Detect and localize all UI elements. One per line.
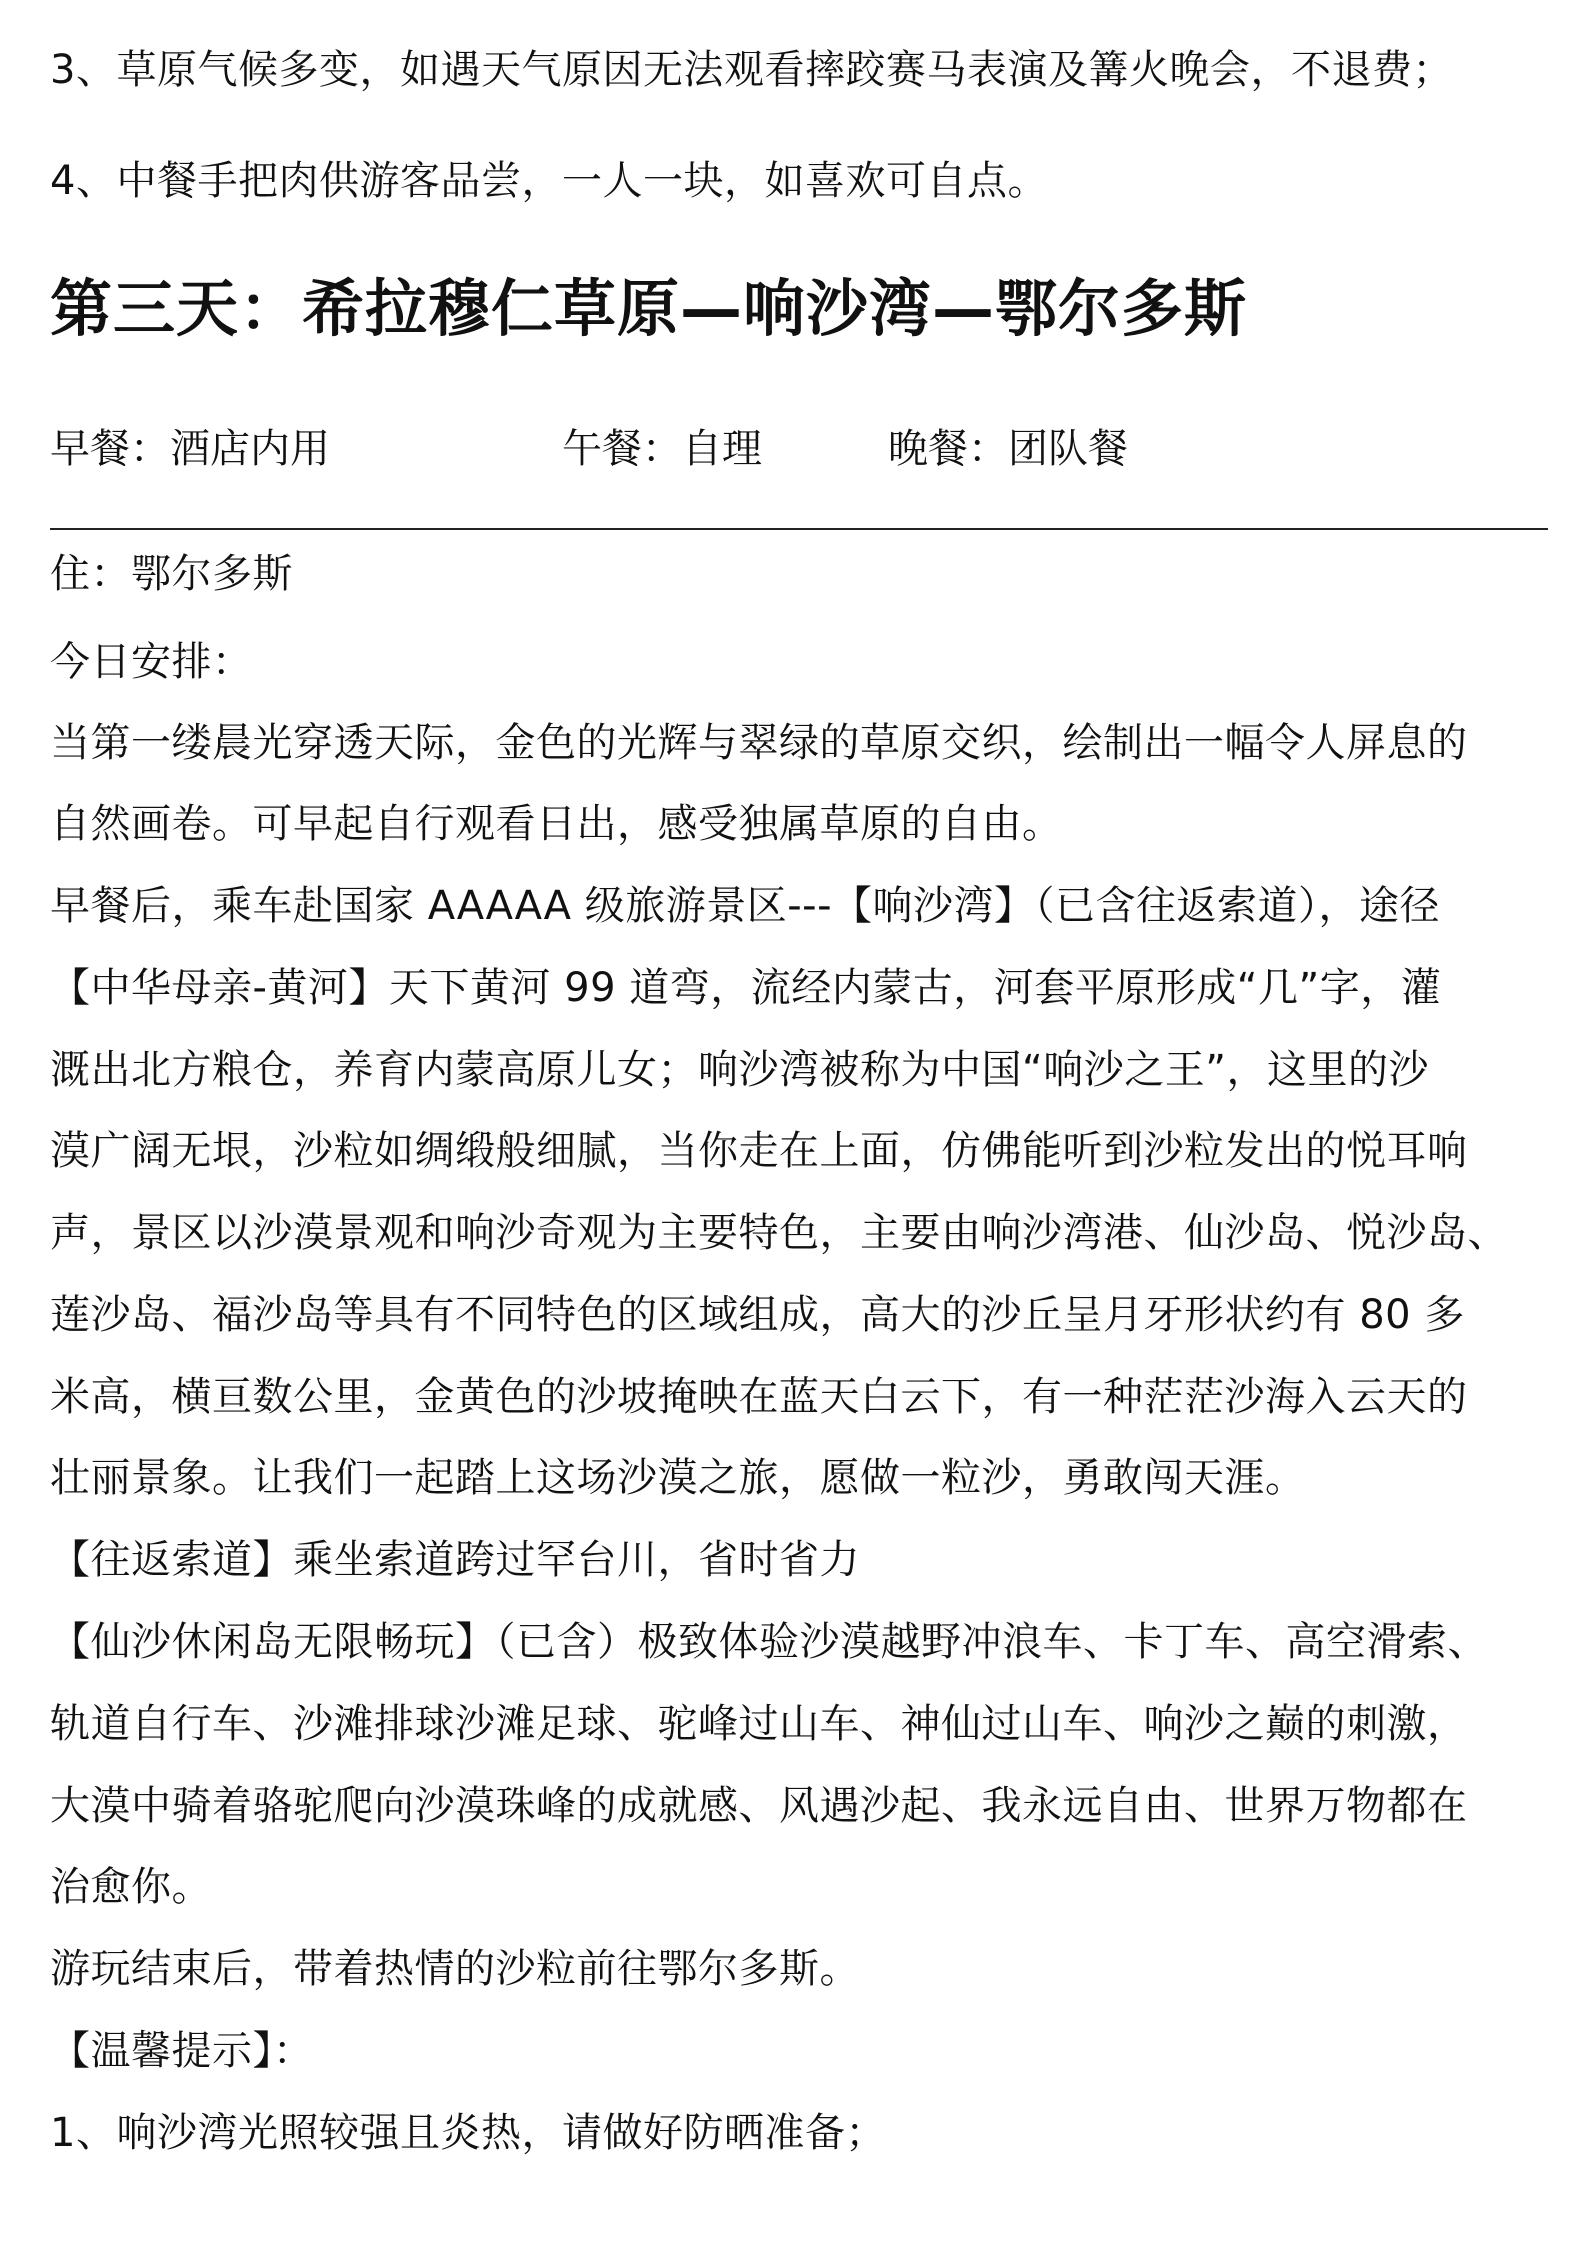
paragraph-xiangshawan-line: 声，景区以沙漠景观和响沙奇观为主要特色，主要由响沙湾港、仙沙岛、悦沙岛、	[50, 1210, 1508, 1256]
paragraph-xiangshawan-line: 米高，横亘数公里，金黄色的沙坡掩映在蓝天白云下，有一种茫茫沙海入云天的	[50, 1374, 1468, 1420]
paragraph-xiangshawan-line: 【中华母亲-黄河】天下黄河 99 道弯，流经内蒙古，河套平原形成“几”字，灌	[50, 965, 1442, 1011]
meal-breakfast: 早餐：酒店内用	[50, 426, 330, 472]
paragraph-xiangshawan-line: 漠广阔无垠，沙粒如绸缎般细腻，当你走在上面，仿佛能听到沙粒发出的悦耳响	[50, 1128, 1468, 1174]
meals-row	[50, 423, 1548, 475]
schedule-label: 今日安排：	[50, 639, 253, 685]
tip-item-1: 1、响沙湾光照较强且炎热，请做好防晒准备；	[50, 2110, 886, 2156]
paragraph-xiansha-line: 大漠中骑着骆驼爬向沙漠珠峰的成就感、风遇沙起、我永远自由、世界万物都在	[50, 1783, 1468, 1829]
cableway-note: 【往返索道】乘坐索道跨过罕台川，省时省力	[50, 1537, 860, 1583]
divider-line	[50, 528, 1548, 530]
paragraph-xiangshawan-line: 壮丽景象。让我们一起踏上这场沙漠之旅，愿做一粒沙，勇敢闯天涯。	[50, 1455, 1306, 1501]
paragraph-xiangshawan-line: 溉出北方粮仓，养育内蒙高原儿女；响沙湾被称为中国“响沙之王”，这里的沙	[50, 1047, 1429, 1093]
paragraph-sunrise-line: 当第一缕晨光穿透天际，金色的光辉与翠绿的草原交织，绘制出一幅令人屏息的	[50, 720, 1468, 766]
tip-item-3: 3、草原气候多变，如遇天气原因无法观看摔跤赛马表演及篝火晚会，不退费；	[50, 47, 1453, 93]
paragraph-xiansha-line: 轨道自行车、沙滩排球沙滩足球、驼峰过山车、神仙过山车、响沙之巅的刺激，	[50, 1701, 1468, 1747]
meal-lunch: 午餐：自理	[562, 426, 762, 472]
accommodation: 住：鄂尔多斯	[50, 551, 293, 597]
paragraph-xiansha-line: 治愈你。	[50, 1864, 212, 1910]
paragraph-xiangshawan-line: 早餐后，乘车赴国家 AAAAA 级旅游景区---【响沙湾】（已含往返索道），途径	[50, 883, 1440, 929]
tip-item-4: 4、中餐手把肉供游客品尝，一人一块，如喜欢可自点。	[50, 158, 1048, 204]
day3-title: 第三天：希拉穆仁草原—响沙湾—鄂尔多斯	[50, 272, 1248, 345]
paragraph-xiangshawan-line: 莲沙岛、福沙岛等具有不同特色的区域组成，高大的沙丘呈月牙形状约有 80 多	[50, 1292, 1465, 1338]
meal-dinner: 晚餐：团队餐	[888, 426, 1128, 472]
after-tour-note: 游玩结束后，带着热情的沙粒前往鄂尔多斯。	[50, 1946, 860, 1992]
tips-label: 【温馨提示】：	[50, 2028, 314, 2074]
paragraph-sunrise-line: 自然画卷。可早起自行观看日出，感受独属草原的自由。	[50, 801, 1063, 847]
paragraph-xiansha-line: 【仙沙休闲岛无限畅玩】（已含）极致体验沙漠越野冲浪车、卡丁车、高空滑索、	[50, 1619, 1488, 1665]
